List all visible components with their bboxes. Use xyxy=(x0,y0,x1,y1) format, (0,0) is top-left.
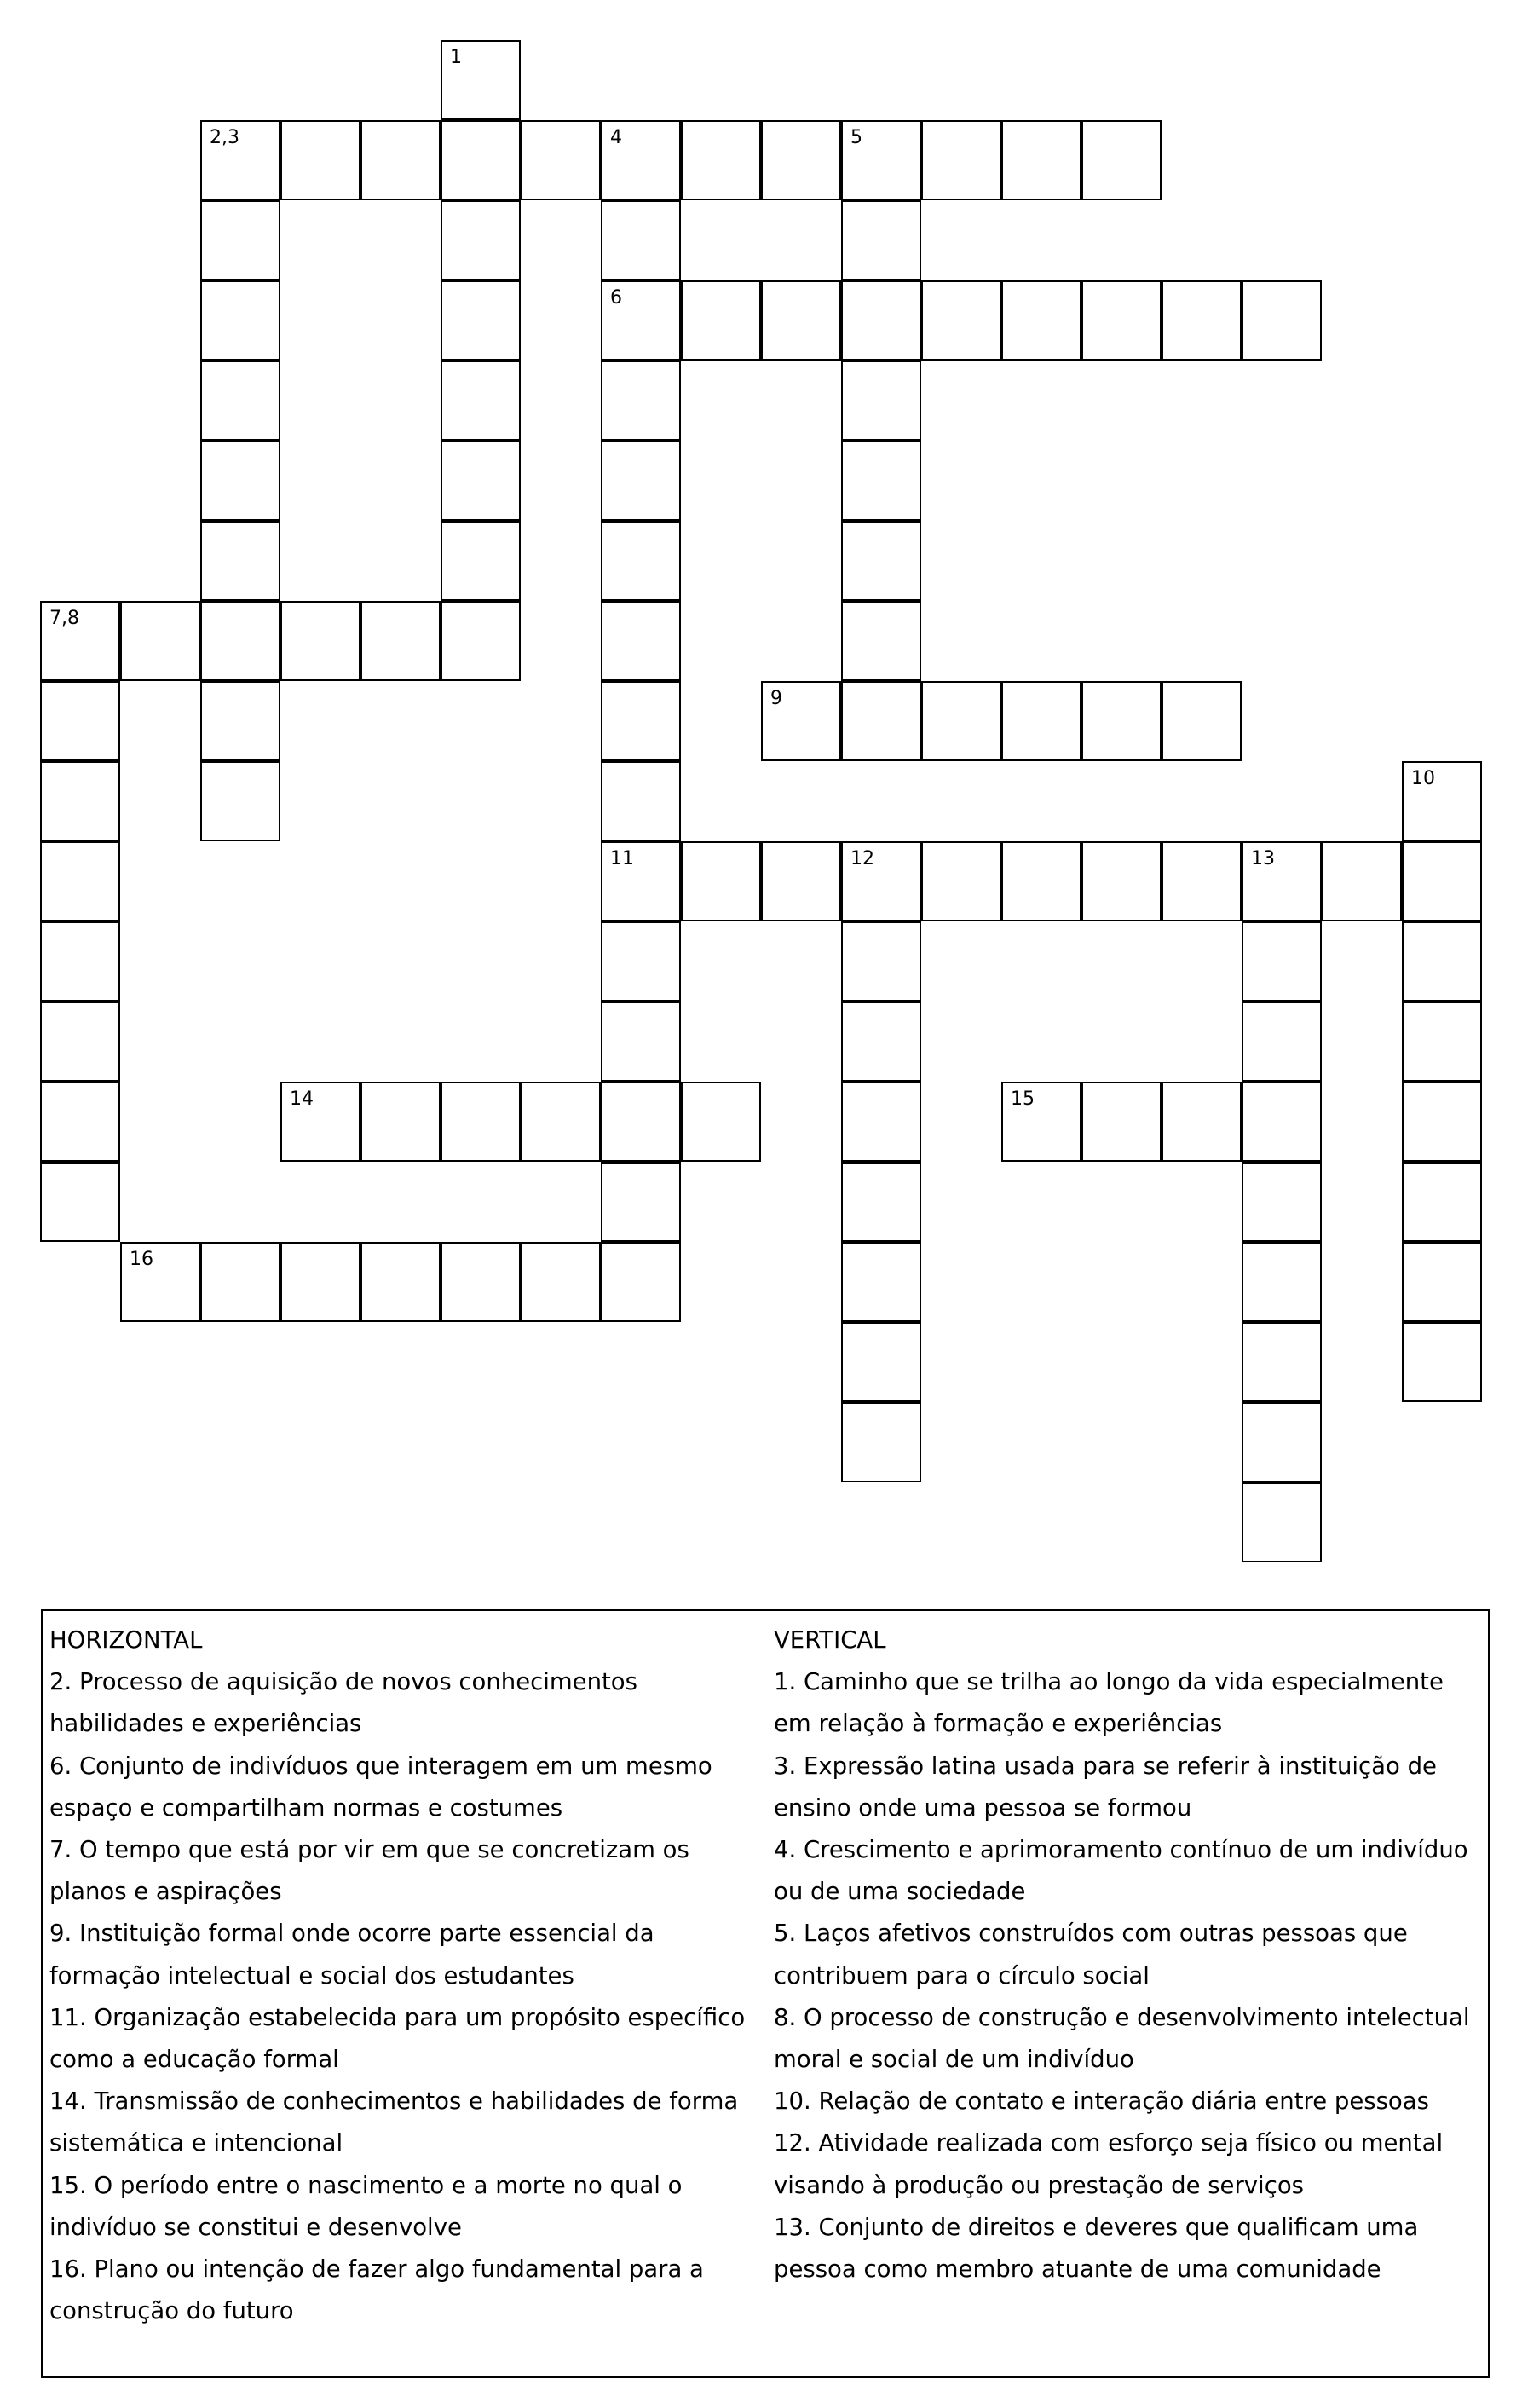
grid-cell[interactable] xyxy=(1402,761,1482,841)
grid-cell[interactable] xyxy=(921,120,1001,200)
grid-cell[interactable] xyxy=(521,120,601,200)
grid-cell[interactable] xyxy=(360,120,441,200)
grid-cell[interactable] xyxy=(601,120,681,200)
grid-cell[interactable] xyxy=(1081,120,1162,200)
grid-cell[interactable] xyxy=(921,681,1001,761)
grid-cell[interactable] xyxy=(1402,921,1482,1002)
grid-cell[interactable] xyxy=(360,1242,441,1322)
clues-box xyxy=(41,1609,1490,2378)
grid-cell[interactable] xyxy=(601,841,681,921)
grid-cell[interactable] xyxy=(1081,841,1162,921)
grid-cell[interactable] xyxy=(601,361,681,441)
grid-cell[interactable] xyxy=(441,361,521,441)
grid-cell[interactable] xyxy=(1001,120,1081,200)
grid-cell[interactable] xyxy=(601,1242,681,1322)
grid-cell[interactable] xyxy=(1162,841,1242,921)
grid-cell[interactable] xyxy=(921,280,1001,361)
grid-cell[interactable] xyxy=(521,1242,601,1322)
grid-cell[interactable] xyxy=(841,681,921,761)
grid-cell[interactable] xyxy=(681,280,761,361)
grid-cell[interactable] xyxy=(841,921,921,1002)
grid-cell[interactable] xyxy=(1242,1002,1322,1082)
grid-cell[interactable] xyxy=(280,1082,360,1162)
grid-cell[interactable] xyxy=(1242,280,1322,361)
clue-number: 6 xyxy=(610,287,622,309)
grid-cell[interactable] xyxy=(40,921,120,1002)
grid-cell[interactable] xyxy=(441,200,521,280)
grid-cell[interactable] xyxy=(841,120,921,200)
grid-cell[interactable] xyxy=(280,120,360,200)
clue-number: 14 xyxy=(290,1089,314,1110)
grid-cell[interactable] xyxy=(601,601,681,681)
grid-cell[interactable] xyxy=(1001,1082,1081,1162)
clue-horizontal-15: 15. O período entre o nascimento e a morte no qual o indivíduo se constitui e desenvolve xyxy=(49,2171,683,2241)
grid-cell[interactable] xyxy=(601,761,681,841)
clue-number: 1 xyxy=(450,47,462,68)
grid-cell[interactable] xyxy=(441,120,521,200)
grid-cell[interactable] xyxy=(40,601,120,681)
grid-cell[interactable] xyxy=(280,1242,360,1322)
grid-cell[interactable] xyxy=(200,1242,280,1322)
grid-cell[interactable] xyxy=(441,1082,521,1162)
grid-cell[interactable] xyxy=(841,1242,921,1322)
clue-vertical-5: 5. Laços afetivos construídos com outras pessoas que contribuem para o círculo social xyxy=(774,1920,1408,1989)
clue-number: 12 xyxy=(850,848,874,869)
grid-cell[interactable] xyxy=(120,1242,200,1322)
horizontal-heading: HORIZONTAL xyxy=(49,1626,203,1654)
clue-vertical-1: 1. Caminho que se trilha ao longo da vida especialmente em relação à formação e experiências xyxy=(774,1668,1444,1738)
grid-cell[interactable] xyxy=(841,1322,921,1402)
grid-cell[interactable] xyxy=(601,921,681,1002)
grid-cell[interactable] xyxy=(1242,841,1322,921)
grid-cell[interactable] xyxy=(441,601,521,681)
vertical-heading: VERTICAL xyxy=(774,1626,886,1654)
grid-cell[interactable] xyxy=(1162,681,1242,761)
clue-number: 13 xyxy=(1251,848,1275,869)
clue-number: 4 xyxy=(610,127,622,148)
grid-cell[interactable] xyxy=(40,841,120,921)
clue-number: 10 xyxy=(1411,768,1435,789)
grid-cell[interactable] xyxy=(441,441,521,521)
grid-cell[interactable] xyxy=(200,681,280,761)
grid-cell[interactable] xyxy=(841,361,921,441)
clue-number: 15 xyxy=(1011,1089,1035,1110)
grid-cell[interactable] xyxy=(1001,681,1081,761)
grid-cell[interactable] xyxy=(1162,1082,1242,1162)
clue-horizontal-16: 16. Plano ou intenção de fazer algo fundamental para a construção do futuro xyxy=(49,2255,704,2325)
clue-number: 16 xyxy=(130,1249,153,1270)
grid-cell[interactable] xyxy=(841,601,921,681)
clue-horizontal-9: 9. Instituição formal onde ocorre parte essencial da formação intelectual e social dos estudantes xyxy=(49,1920,654,1989)
grid-cell[interactable] xyxy=(40,1082,120,1162)
grid-cell[interactable] xyxy=(921,841,1001,921)
clue-horizontal-14: 14. Transmissão de conhecimentos e habilidades de forma sistemática e intencional xyxy=(49,2088,739,2157)
clue-horizontal-2: 2. Processo de aquisição de novos conhecimentos habilidades e experiências xyxy=(49,1668,637,1738)
grid-cell[interactable] xyxy=(1402,1002,1482,1082)
grid-cell[interactable] xyxy=(601,681,681,761)
clue-vertical-3: 3. Expressão latina usada para se referir à instituição de ensino onde uma pessoa se formou xyxy=(774,1752,1437,1822)
clue-vertical-4: 4. Crescimento e aprimoramento contínuo de um indivíduo ou de uma sociedade xyxy=(774,1836,1468,1906)
grid-cell[interactable] xyxy=(601,1002,681,1082)
grid-cell[interactable] xyxy=(761,681,841,761)
grid-cell[interactable] xyxy=(200,441,280,521)
clue-vertical-8: 8. O processo de construção e desenvolvimento intelectual moral e social de um indivíduo xyxy=(774,2003,1470,2074)
grid-cell[interactable] xyxy=(441,40,521,120)
grid-cell[interactable] xyxy=(1242,1242,1322,1322)
grid-cell[interactable] xyxy=(40,1002,120,1082)
clue-vertical-10: 10. Relação de contato e interação diária entre pessoas xyxy=(774,2088,1429,2116)
grid-cell[interactable] xyxy=(280,601,360,681)
clue-number: 5 xyxy=(850,127,862,148)
grid-cell[interactable] xyxy=(1242,1402,1322,1482)
grid-cell[interactable] xyxy=(1402,1162,1482,1242)
clue-number: 9 xyxy=(770,688,782,709)
grid-cell[interactable] xyxy=(841,1402,921,1482)
grid-cell[interactable] xyxy=(360,601,441,681)
grid-cell[interactable] xyxy=(761,841,841,921)
grid-cell[interactable] xyxy=(1402,1082,1482,1162)
vertical-clues xyxy=(774,1620,1481,2290)
grid-cell[interactable] xyxy=(441,280,521,361)
grid-cell[interactable] xyxy=(601,521,681,601)
grid-cell[interactable] xyxy=(521,1082,601,1162)
grid-cell[interactable] xyxy=(761,280,841,361)
grid-cell[interactable] xyxy=(1242,1482,1322,1562)
clue-vertical-12: 12. Atividade realizada com esforço seja físico ou mental visando à produção ou prestação de serviços xyxy=(774,2129,1444,2199)
grid-cell[interactable] xyxy=(841,1162,921,1242)
grid-cell[interactable] xyxy=(1001,280,1081,361)
clue-number: 11 xyxy=(610,848,634,869)
grid-cell[interactable] xyxy=(601,1162,681,1242)
grid-cell[interactable] xyxy=(841,280,921,361)
grid-cell[interactable] xyxy=(1402,1322,1482,1402)
grid-cell[interactable] xyxy=(40,1162,120,1242)
grid-cell[interactable] xyxy=(1081,280,1162,361)
clue-horizontal-7: 7. O tempo que está por vir em que se concretizam os planos e aspirações xyxy=(49,1836,689,1906)
grid-cell[interactable] xyxy=(841,521,921,601)
clue-vertical-13: 13. Conjunto de direitos e deveres que qualificam uma pessoa como membro atuante de uma comunidade xyxy=(774,2213,1419,2284)
clue-horizontal-11: 11. Organização estabelecida para um propósito específico como a educação formal xyxy=(49,2003,746,2074)
grid-cell[interactable] xyxy=(761,120,841,200)
grid-cell[interactable] xyxy=(200,761,280,841)
grid-cell[interactable] xyxy=(441,1242,521,1322)
grid-cell[interactable] xyxy=(1402,841,1482,921)
grid-cell[interactable] xyxy=(601,200,681,280)
grid-cell[interactable] xyxy=(601,441,681,521)
grid-cell[interactable] xyxy=(841,1082,921,1162)
grid-cell[interactable] xyxy=(40,681,120,761)
grid-cell[interactable] xyxy=(200,361,280,441)
grid-cell[interactable] xyxy=(200,120,280,200)
grid-cell[interactable] xyxy=(841,441,921,521)
grid-cell[interactable] xyxy=(841,841,921,921)
grid-cell[interactable] xyxy=(1162,280,1242,361)
clue-number: 7,8 xyxy=(49,608,79,629)
grid-cell[interactable] xyxy=(841,1002,921,1082)
grid-cell[interactable] xyxy=(841,200,921,280)
grid-cell[interactable] xyxy=(1081,681,1162,761)
grid-cell[interactable] xyxy=(601,280,681,361)
clue-number: 2,3 xyxy=(210,127,239,148)
grid-cell[interactable] xyxy=(1242,1082,1322,1162)
clue-horizontal-6: 6. Conjunto de indivíduos que interagem em um mesmo espaço e compartilham normas e costumes xyxy=(49,1752,712,1822)
horizontal-clues xyxy=(49,1620,757,2332)
grid-cell[interactable] xyxy=(200,521,280,601)
grid-cell[interactable] xyxy=(681,841,761,921)
grid-cell[interactable] xyxy=(40,761,120,841)
grid-cell[interactable] xyxy=(1402,1242,1482,1322)
grid-cell[interactable] xyxy=(1001,841,1081,921)
grid-cell[interactable] xyxy=(1242,921,1322,1002)
grid-cell[interactable] xyxy=(360,1082,441,1162)
grid-cell[interactable] xyxy=(1081,1082,1162,1162)
grid-cell[interactable] xyxy=(681,120,761,200)
grid-cell[interactable] xyxy=(200,200,280,280)
grid-cell[interactable] xyxy=(441,521,521,601)
grid-cell[interactable] xyxy=(120,601,200,681)
grid-cell[interactable] xyxy=(200,601,280,681)
grid-cell[interactable] xyxy=(1322,841,1402,921)
grid-cell[interactable] xyxy=(1242,1322,1322,1402)
grid-cell[interactable] xyxy=(1242,1162,1322,1242)
grid-cell[interactable] xyxy=(601,1082,681,1162)
grid-cell[interactable] xyxy=(681,1082,761,1162)
grid-cell[interactable] xyxy=(200,280,280,361)
